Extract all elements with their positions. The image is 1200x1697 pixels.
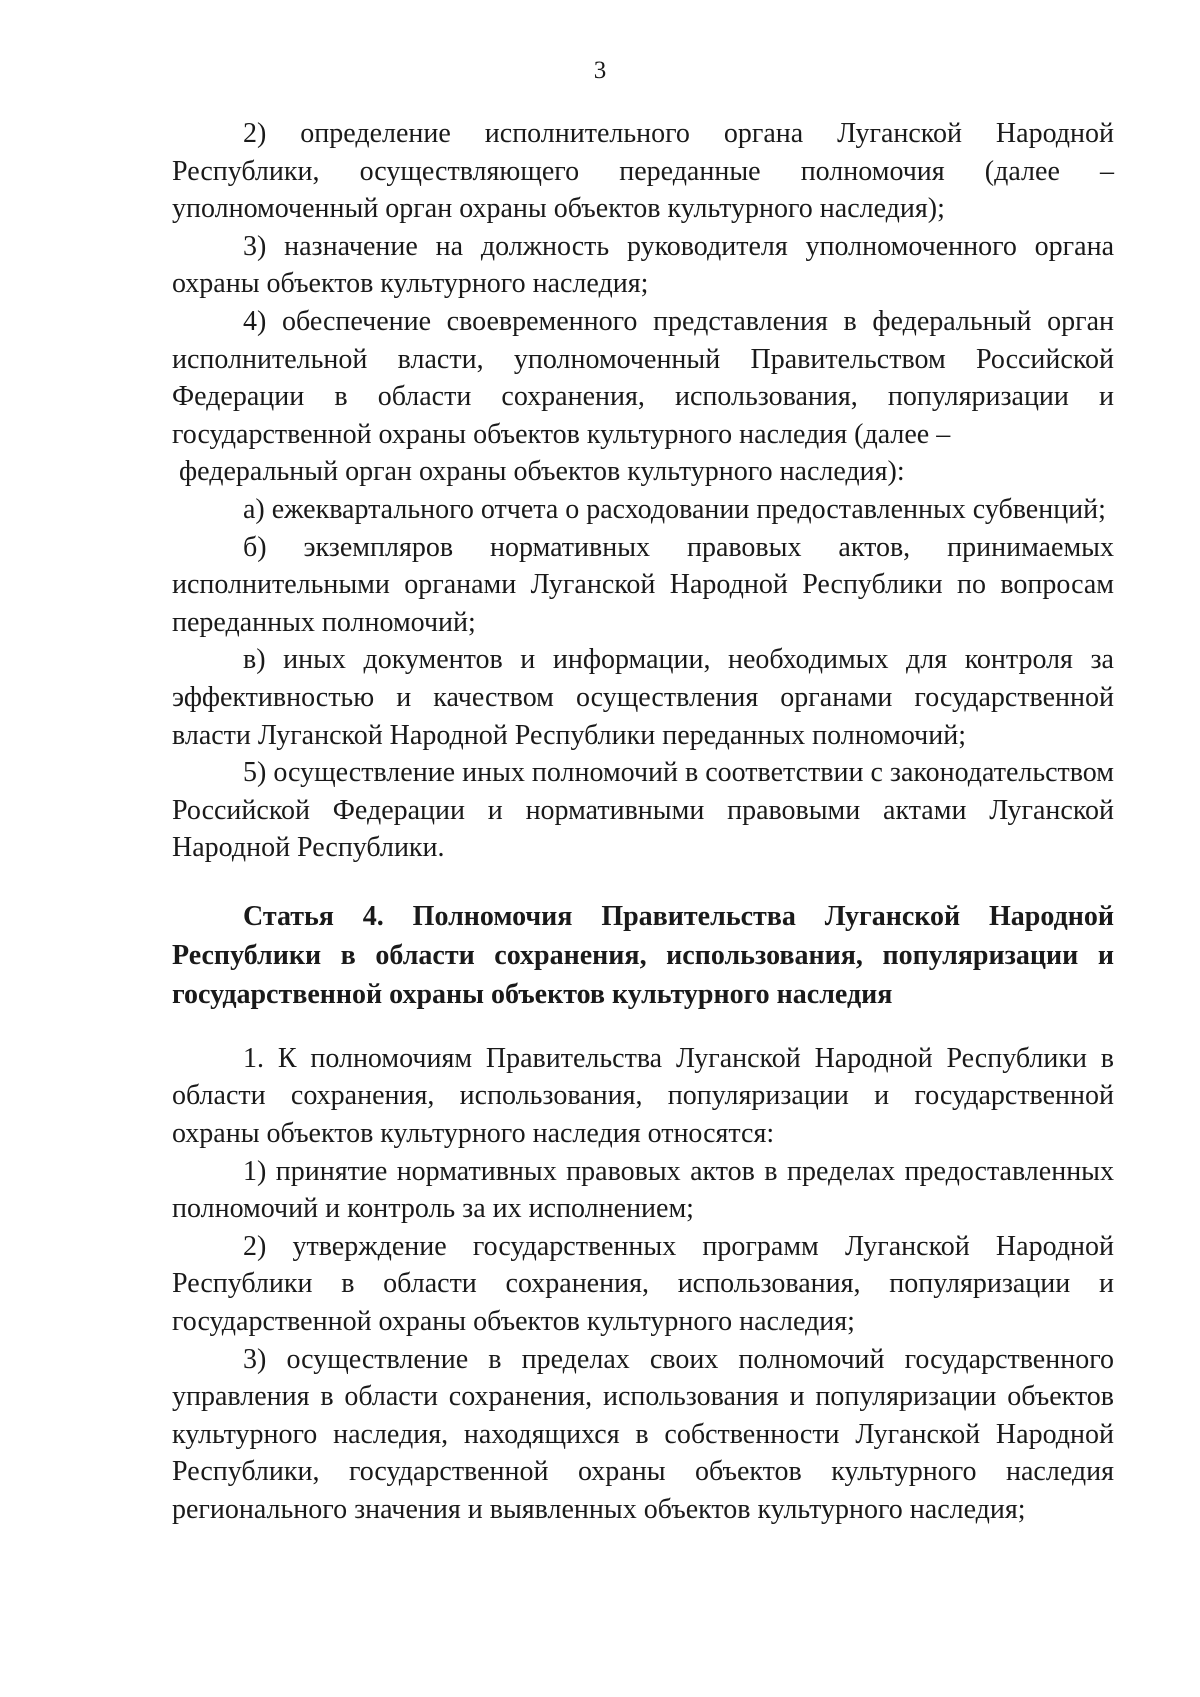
subitem-a: а) ежеквартального отчета о расходовании предоставленных субвенций; <box>243 493 1106 525</box>
subitem-v: в) иных документов и информации, необходимых для контроля за эффективностью и качеством осуществления органами государственной власти Луганской Народной Республики переданных полномочий; <box>172 644 1114 751</box>
document-body <box>172 115 1114 1529</box>
paragraph-item-5: 5) осуществление иных полномочий в соответствии с законодательством Российской Федерации и нормативными правовыми актами Луганской Народной Республики. <box>172 757 1114 864</box>
clause-item-2: 2) утверждение государственных программ Луганской Народной Республики в области сохранения, использования, популяризации и государственной охраны объектов культурного наследия; <box>172 1230 1114 1338</box>
paragraph-item-3: 3) назначение на должность руководителя уполномоченного органа охраны объектов культурного наследия; <box>172 230 1114 300</box>
paragraph-item-4: 4) обеспечение своевременного представления в федеральный орган исполнительной власти, уполномоченный Правительством Российской Федерации в области сохранения, использования, популяризации и государственной охраны объектов культурного наследия (далее – <box>172 305 1114 450</box>
subitem-b: б) экземпляров нормативных правовых актов, принимаемых исполнительными органами Луганской Народной Республики по вопросам переданных полномочий; <box>172 531 1114 638</box>
clause-item-1: 1) принятие нормативных правовых актов в пределах предоставленных полномочий и контроль за их исполнением; <box>172 1155 1114 1225</box>
article-clause-1: 1. К полномочиям Правительства Луганской Народной Республики в области сохранения, использования, популяризации и государственной охраны объектов культурного наследия относятся: <box>172 1042 1114 1150</box>
article-heading: Статья 4. Полномочия Правительства Луганской Народной Республики в области сохранения, использования, популяризации и государственной охраны объектов культурного наследия <box>172 900 1114 1010</box>
paragraph-item-4-continuation: федеральный орган охраны объектов культурного наследия): <box>179 456 905 488</box>
paragraph-item-2: 2) определение исполнительного органа Луганской Народной Республики, осуществляющего переданные полномочия (далее – уполномоченный орган охраны объектов культурного наследия); <box>172 118 1114 225</box>
clause-item-3: 3) осуществление в пределах своих полномочий государственного управления в области сохранения, использования и популяризации объектов культурного наследия, находящихся в собственности Луганской Народной Республики, государственной охраны объектов культурного наследия регионального значения и выявленных объектов культурного наследия; <box>172 1343 1114 1525</box>
page-number: 3 <box>593 57 607 84</box>
